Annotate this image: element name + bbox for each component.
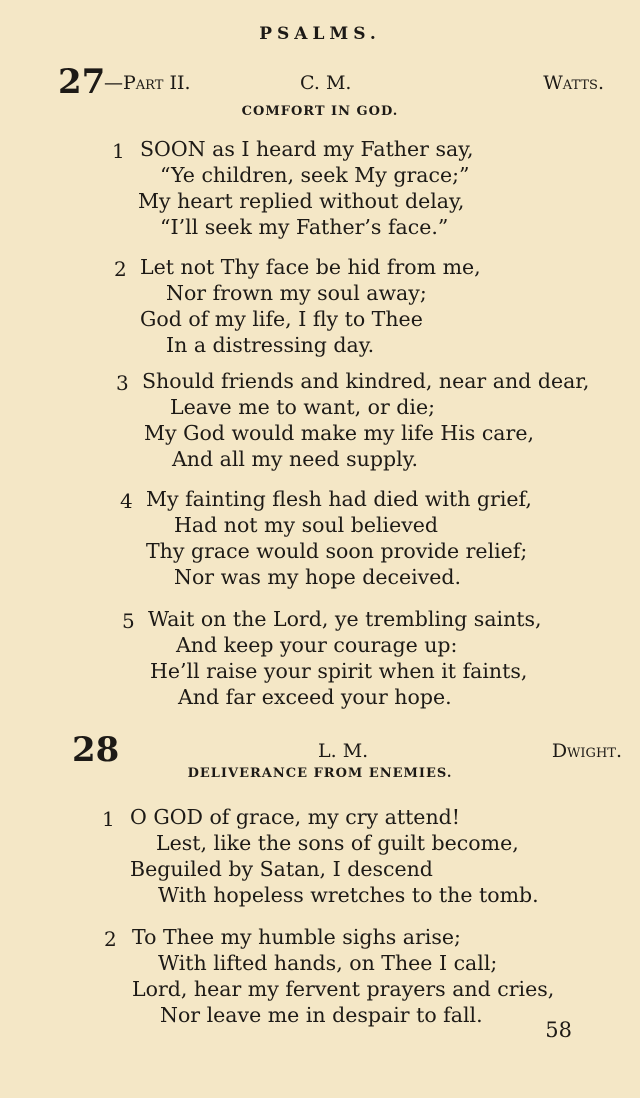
hymn-meter: L. M. [318,740,369,762]
verse-line: Let not Thy face be hid from me, [140,255,481,279]
verse-line: SOON as I heard my Father say, [140,137,474,161]
hymn-author: Dwight. [551,740,622,762]
hymn-number: 28 [72,730,120,770]
hymn-27-header [0,62,640,102]
verse-line: My fainting flesh had died with grief, [146,487,532,511]
running-head: PSALMS. [259,24,381,44]
verse-line: In a distressing day. [166,333,375,357]
stanza-number: 2 [104,927,117,951]
verse-line: God of my life, I fly to Thee [140,307,423,331]
hymn-number: 27 [58,62,106,102]
verse-line: My God would make my life His care, [144,421,534,445]
verse-line: With hopeless wretches to the tomb. [158,883,539,907]
verse-line: Lest, like the sons of guilt become, [156,831,519,855]
verse-line: And far exceed your hope. [178,685,452,709]
verse-line: Lord, hear my fervent prayers and cries, [132,977,555,1001]
verse-line: Nor frown my soul away; [166,281,427,305]
verse-line: And keep your courage up: [176,633,458,657]
stanza-number: 3 [116,371,129,395]
hymn-author: Watts. [543,72,604,94]
page-number: 58 [545,1018,572,1042]
verse-line: Beguiled by Satan, I descend [130,857,433,881]
verse-line: Had not my soul believed [174,513,439,537]
hymn-title: COMFORT IN GOD. [241,104,399,119]
verse-line: Nor leave me in despair to fall. [160,1003,483,1027]
verse-line: And all my need supply. [172,447,419,471]
verse-line: Should friends and kindred, near and dear, [142,369,590,393]
hymn-title: DELIVERANCE FROM ENEMIES. [187,766,453,781]
verse-line: Nor was my hope deceived. [174,565,462,589]
verse-line: He’ll raise your spirit when it faints, [150,659,528,683]
verse-line: To Thee my humble sighs arise; [132,925,461,949]
stanza-number: 1 [102,807,115,831]
verse-line: Leave me to want, or die; [170,395,435,419]
verse-line: Thy grace would soon provide relief; [146,539,528,563]
hymn-28-header [0,730,640,770]
hymn-part: —Part II. [104,72,191,94]
stanza-number: 4 [120,489,133,513]
verse-line: O GOD of grace, my cry attend! [130,805,461,829]
verse-line: “Ye children, seek My grace;” [160,163,470,187]
stanza-number: 2 [114,257,127,281]
verse-line: Wait on the Lord, ye trembling saints, [148,607,542,631]
stanza-number: 1 [112,139,125,163]
verse-line: With lifted hands, on Thee I call; [158,951,498,975]
verse-line: “I’ll seek my Father’s face.” [160,215,449,239]
verse-line: My heart replied without delay, [138,189,465,213]
hymn-meter: C. M. [300,72,352,94]
stanza-number: 5 [122,609,135,633]
